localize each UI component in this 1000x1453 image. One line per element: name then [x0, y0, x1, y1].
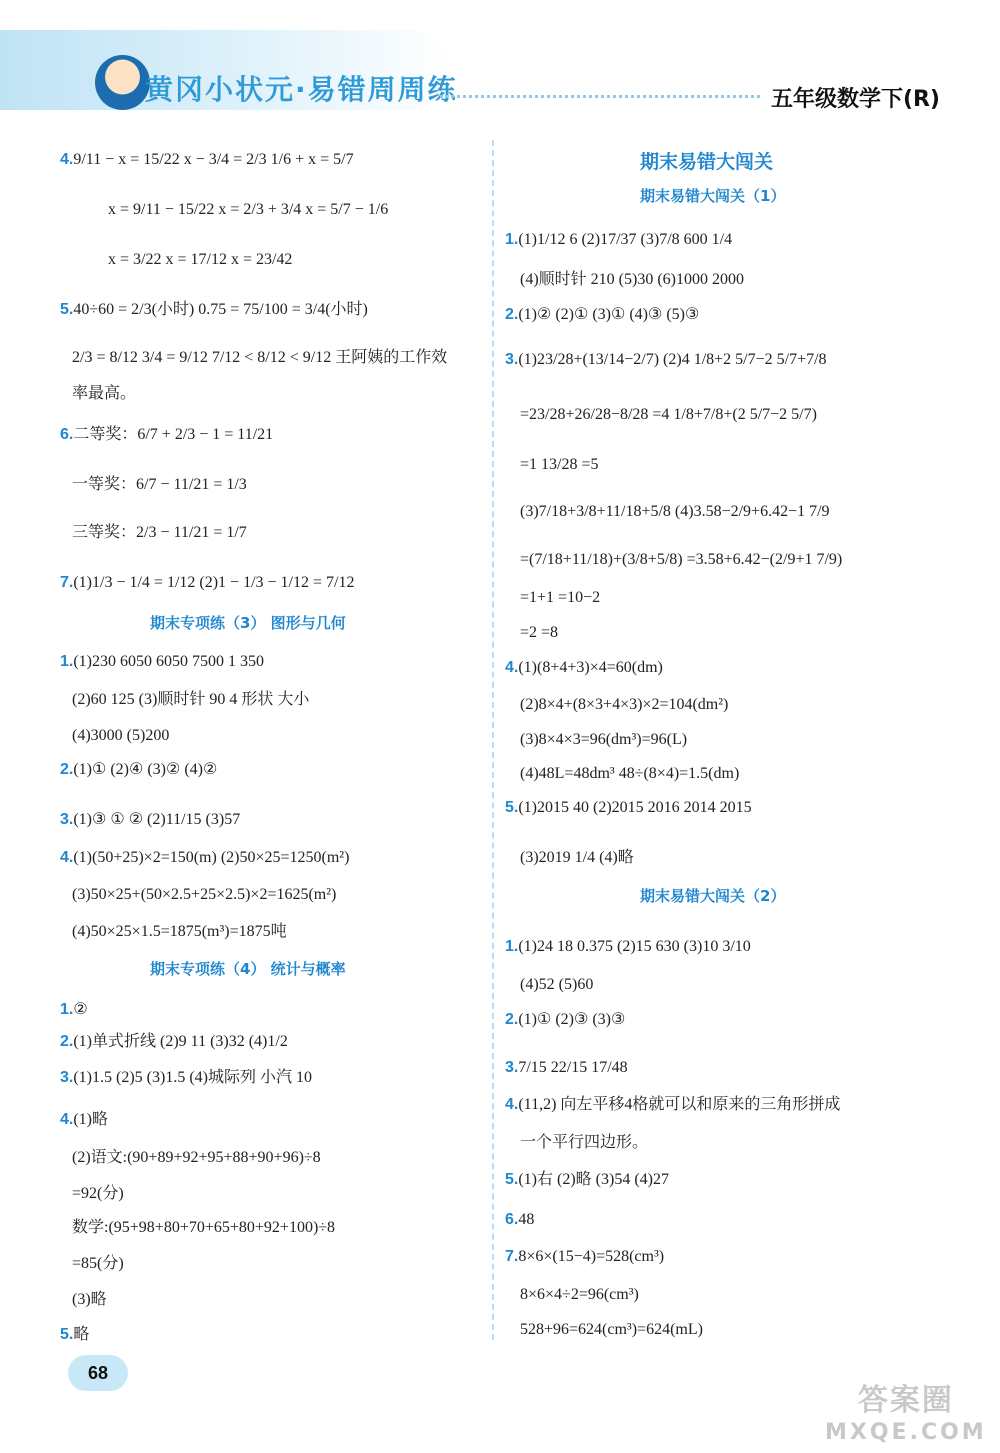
- answer-line: [72, 475, 247, 495]
- answer-line: [60, 652, 264, 672]
- answer-line: [72, 690, 309, 710]
- answer-text: 9/11 − x = 15/22 x − 3/4 = 2/3 1/6 + x = 5/7: [73, 151, 354, 168]
- answer-text: (1)1/12 6 (2)17/37 (3)7/8 600 1/4: [518, 231, 733, 248]
- answer-line: [60, 810, 240, 830]
- answer-line: [72, 523, 247, 543]
- answer-line: [520, 270, 744, 290]
- answer-line: [520, 764, 739, 784]
- answer-line: [505, 230, 732, 250]
- question-number: 2.: [505, 306, 519, 323]
- question-number: 3.: [505, 1059, 519, 1076]
- answer-line: [72, 922, 287, 942]
- answer-text: =(7/18+11/18)+(3/8+5/8) =3.58+6.42−(2/9+1 7/9): [520, 551, 843, 568]
- answer-line: [60, 760, 217, 780]
- answer-line: [520, 405, 817, 425]
- answer-text: x = 3/22 x = 17/12 x = 23/42: [108, 251, 293, 268]
- answer-text: x = 9/11 − 15/22 x = 2/3 + 3/4 x = 5/7 − 1/6: [108, 201, 389, 218]
- answer-text: (3)8×4×3=96(dm³)=96(L): [520, 731, 688, 748]
- question-number: 2.: [60, 1033, 74, 1050]
- question-number: 4.: [60, 849, 74, 866]
- answer-line: [520, 1320, 703, 1340]
- answer-line: [520, 588, 600, 608]
- answer-text: =23/28+26/28−8/28 =4 1/8+7/8+(2 5/7−2 5/7): [520, 406, 817, 423]
- page-header: [0, 0, 1000, 125]
- answer-text: =92(分): [72, 1185, 124, 1202]
- question-number: 4.: [60, 151, 74, 168]
- answer-text: (3)2019 1/4 (4)略: [520, 849, 634, 866]
- answer-text: 528+96=624(cm³)=624(mL): [520, 1321, 703, 1338]
- answer-line: [108, 250, 292, 270]
- answer-line: [520, 623, 558, 643]
- watermark-text: 答案圈: [857, 1383, 954, 1418]
- section-heading: 期末专项练（4） 统计与概率: [150, 960, 346, 978]
- question-number: 1.: [505, 231, 519, 248]
- answer-line: [505, 658, 663, 678]
- question-number: 1.: [60, 653, 74, 670]
- answer-text: (1)1/3 − 1/4 = 1/12 (2)1 − 1/3 − 1/12 = 7/12: [73, 574, 355, 591]
- answer-text: (2)60 125 (3)顺时针 90 4 形状 大小: [72, 691, 310, 708]
- question-number: 2.: [505, 1011, 519, 1028]
- answer-text: (2)语文:(90+89+92+95+88+90+96)÷8: [72, 1149, 321, 1166]
- answer-line: [520, 975, 593, 995]
- answer-line: [520, 1133, 648, 1153]
- answer-line: [60, 1032, 288, 1052]
- answer-line: [505, 798, 752, 818]
- answer-text: (4)48L=48dm³ 48÷(8×4)=1.5(dm): [520, 765, 740, 782]
- answer-line: [520, 455, 599, 475]
- answer-text: 数学:(95+98+80+70+65+80+92+100)÷8: [72, 1219, 336, 1236]
- question-number: 5.: [60, 301, 74, 318]
- question-number: 2.: [60, 761, 74, 778]
- answer-line: [72, 348, 447, 368]
- answer-text: =1+1 =10−2: [520, 589, 601, 606]
- answer-text: 率最高。: [72, 385, 137, 402]
- answer-text: (1)1.5 (2)5 (3)1.5 (4)城际列 小汽 10: [73, 1069, 312, 1086]
- answer-text: 三等奖：2/3 − 11/21 = 1/7: [72, 524, 247, 541]
- answer-line: [520, 550, 842, 570]
- question-number: 5.: [60, 1326, 74, 1343]
- answer-line: [505, 1247, 664, 1267]
- page-number: 68: [68, 1355, 128, 1391]
- answer-text: (4)50×25×1.5=1875(m³)=1875吨: [72, 923, 287, 940]
- answer-text: (4)3000 (5)200: [72, 727, 170, 744]
- answer-text: 48: [518, 1211, 535, 1228]
- answer-text: =85(分): [72, 1255, 124, 1272]
- answer-line: [108, 200, 388, 220]
- answer-text: 40÷60 = 2/3(小时) 0.75 = 75/100 = 3/4(小时): [73, 301, 368, 318]
- grade-label: 五年级数学下(R): [770, 87, 940, 112]
- answer-line: [72, 1148, 321, 1168]
- answer-line: [60, 573, 354, 593]
- watermark-logo: [825, 1385, 987, 1449]
- question-number: 5.: [505, 1171, 519, 1188]
- answer-line: [72, 384, 136, 404]
- answer-text: (4)52 (5)60: [520, 976, 594, 993]
- question-number: 4.: [505, 659, 519, 676]
- answer-text: 一等奖：6/7 − 11/21 = 1/3: [72, 476, 247, 493]
- answer-line: [60, 1110, 108, 1130]
- answer-line: [520, 502, 830, 522]
- answer-line: [505, 937, 751, 957]
- answer-text: (2)8×4+(8×3+4×3)×2=104(dm²): [520, 696, 729, 713]
- answer-text: 7/15 22/15 17/48: [518, 1059, 628, 1076]
- answer-text: =2 =8: [520, 624, 559, 641]
- answer-text: (1)② (2)① (3)① (4)③ (5)③: [518, 306, 700, 323]
- answer-text: (11,2) 向左平移4格就可以和原来的三角形拼成: [518, 1096, 841, 1113]
- answer-text: (1)① (2)④ (3)② (4)②: [73, 761, 218, 778]
- answer-line: [520, 1285, 639, 1305]
- answer-text: 略: [73, 1326, 90, 1343]
- question-number: 3.: [60, 811, 74, 828]
- question-number: 3.: [505, 351, 519, 368]
- answer-line: [505, 350, 827, 370]
- answer-text: (1)24 18 0.375 (2)15 630 (3)10 3/10: [518, 938, 751, 955]
- answer-text: (1)③ ① ② (2)11/15 (3)57: [73, 811, 241, 828]
- answer-text: (1)① (2)③ (3)③: [518, 1011, 626, 1028]
- answer-line: [72, 1184, 124, 1204]
- answer-text: (3)50×25+(50×2.5+25×2.5)×2=1625(m²): [72, 886, 337, 903]
- answer-line: [72, 726, 169, 746]
- answer-text: ②: [73, 1001, 88, 1018]
- answer-line: [60, 300, 368, 320]
- answer-text: 一个平行四边形。: [520, 1134, 649, 1151]
- question-number: 1.: [505, 938, 519, 955]
- question-number: 6.: [60, 426, 74, 443]
- answer-line: [505, 1210, 534, 1230]
- answer-text: (3)7/18+3/8+11/18+5/8 (4)3.58−2/9+6.42−1 7/9: [520, 503, 830, 520]
- answer-text: (1)单式折线 (2)9 11 (3)32 (4)1/2: [73, 1033, 288, 1050]
- section-heading: 期末易错大闯关（2）: [640, 887, 786, 905]
- header-decoration: [440, 90, 760, 98]
- answer-text: (1)(50+25)×2=150(m) (2)50×25=1250(m²): [73, 849, 350, 866]
- answer-text: (1)(8+4+3)×4=60(dm): [518, 659, 663, 676]
- answer-text: 2/3 = 8/12 3/4 = 9/12 7/12 < 8/12 < 9/12 王阿姨的工作效: [72, 349, 448, 366]
- answer-text: (1)右 (2)略 (3)54 (4)27: [518, 1171, 669, 1188]
- answer-text: (1)2015 40 (2)2015 2016 2014 2015: [518, 799, 752, 816]
- column-divider: [492, 140, 494, 1340]
- answer-text: (3)略: [72, 1291, 107, 1308]
- answer-line: [505, 1170, 669, 1190]
- answer-line: [505, 1095, 840, 1115]
- answer-text: (1)230 6050 6050 7500 1 350: [73, 653, 264, 670]
- answer-line: [60, 1000, 88, 1020]
- answer-line: [72, 1218, 335, 1238]
- question-number: 5.: [505, 799, 519, 816]
- answer-line: [520, 695, 728, 715]
- question-number: 6.: [505, 1211, 519, 1228]
- answer-text: =1 13/28 =5: [520, 456, 599, 473]
- section-heading: 期末专项练（3） 图形与几何: [150, 614, 346, 632]
- answer-text: (4)顺时针 210 (5)30 (6)1000 2000: [520, 271, 744, 288]
- answer-text: 8×6×4÷2=96(cm³): [520, 1286, 639, 1303]
- answer-text: (1)略: [73, 1111, 109, 1128]
- answer-line: [520, 848, 634, 868]
- answer-line: [60, 150, 354, 170]
- answer-text: 8×6×(15−4)=528(cm³): [518, 1248, 665, 1265]
- answer-line: [60, 1325, 89, 1345]
- question-number: 1.: [60, 1001, 74, 1018]
- question-number: 7.: [505, 1248, 519, 1265]
- answer-line: [505, 305, 699, 325]
- mascot-icon: [95, 55, 150, 110]
- answer-line: [505, 1058, 628, 1078]
- answer-text: (1)23/28+(13/14−2/7) (2)4 1/8+2 5/7−2 5/7+7/8: [518, 351, 827, 368]
- answer-line: [505, 1010, 625, 1030]
- answer-line: [60, 425, 273, 445]
- answer-line: [72, 885, 336, 905]
- section-heading: 期末易错大闯关（1）: [640, 187, 786, 205]
- answer-line: [520, 730, 687, 750]
- question-number: 4.: [505, 1096, 519, 1113]
- answer-line: [72, 1290, 107, 1310]
- question-number: 4.: [60, 1111, 74, 1128]
- question-number: 7.: [60, 574, 74, 591]
- answer-line: [60, 848, 349, 868]
- series-title: 黄冈小状元·易错周周练: [145, 73, 458, 106]
- answer-line: [60, 1068, 312, 1088]
- answer-text: 二等奖：6/7 + 2/3 − 1 = 11/21: [73, 426, 274, 443]
- question-number: 3.: [60, 1069, 74, 1086]
- section-heading: 期末易错大闯关: [640, 151, 774, 173]
- watermark-url: MXQE.COM: [825, 1420, 987, 1445]
- answer-line: [72, 1254, 124, 1274]
